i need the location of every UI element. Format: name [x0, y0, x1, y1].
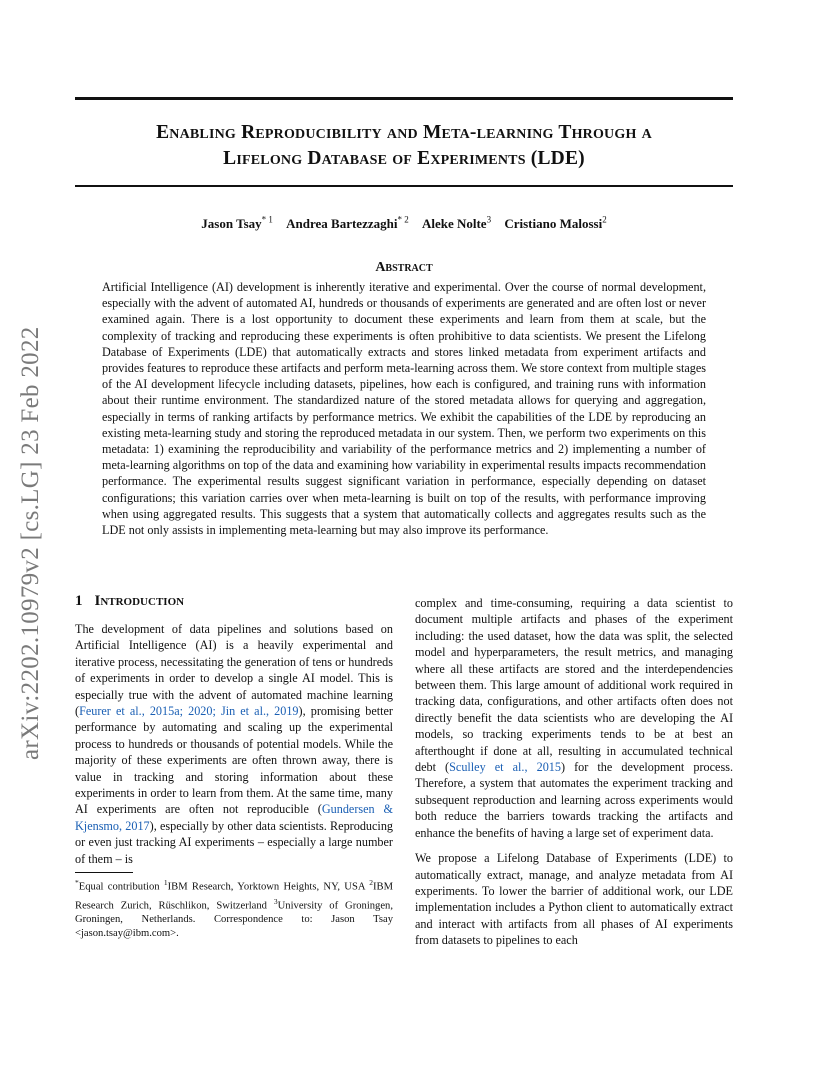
section-heading — [75, 593, 184, 610]
intro-paragraph-2: complex and time-consuming, requiring a data scientist to document multiple artifacts and phases of the experiment including: the used dataset, how the data was split, the selected model and hyperparameters, the result metrics, and managing where all these artifacts are stored and the interdependencies between them. This large amount of additional work required in tracking data, configurations, and other artifacts often does not directly benefit the data scientists who are developing the AI models, so tracking experiments tends to be at best an afterthought if done at all, resulting in accumulated technical debt (Sculley et al., 2015) for the development process. Therefore, a system that automates the experiment tracking and subsequent reproduction and learning across experiments would both reduce the barriers towards tracking the artifacts and enhance the benefits of having a large set of experiment data. — [415, 596, 733, 840]
section-title: Introduction — [94, 593, 185, 609]
intro-right-column — [415, 595, 733, 949]
citation-link[interactable]: Sculley et al., 2015 — [449, 760, 561, 775]
section-number: 1 — [75, 593, 83, 609]
arxiv-stamp: arXiv:2202.10979v2 [cs.LG] 23 Feb 2022 — [17, 326, 44, 760]
intro-left-column — [75, 621, 393, 867]
footnote-rule — [75, 872, 133, 873]
intro-paragraph-3: We propose a Lifelong Database of Experiments (LDE) to automatically extract, manage, and analyze metadata from AI experiments. To lower the barrier of additional work, our LDE implementation includes a Python client to automatically extract and interact with artifacts from all phases of AI experiments from datasets to pipelines to each — [415, 851, 733, 948]
citation-link[interactable]: Feurer et al., 2015a; 2020; Jin et al., 2019 — [79, 704, 299, 719]
title-line-2: Lifelong Database of Experiments (LDE) — [223, 148, 585, 169]
title-line-1: Enabling Reproducibility and Meta-learning Through a — [156, 122, 652, 143]
author-list — [75, 215, 733, 232]
footnote: *Equal contribution $^1$IBM Research, Yorktown Heights, NY, USA $^2$IBM Research Zurich, Rüschlikon, Switzerland $^3$University of Groningen, Groningen, Netherlands. Correspondence to: Jason Tsay <jason.tsay@ibm.com>. — [75, 878, 393, 940]
author: Jason Tsay$^{* 1}$ — [201, 215, 273, 232]
author: Aleke Nolte$^3$ — [421, 215, 492, 232]
citation-link[interactable]: Gundersen & Kjensmo, 2017 — [75, 802, 393, 833]
title-bottom-rule — [75, 185, 733, 187]
intro-paragraph-1: The development of data pipelines and solutions based on Artificial Intelligence (AI) is a heavily experimental and iterative process, necessitating the generation of tens or hundreds of experiments in order to develop a single AI model. This is especially true with the advent of automated machine learning (Feurer et al., 2015a; 2020; Jin et al., 2019), promising better performance by automating and scaling up the experimental process to hundreds or thousands of potential models. While the majority of these experiments are often thrown away, there is value in tracking and storing information about these experiments in order to learn from them. At the same time, many AI experiments are often not reproducible (Gundersen & Kjensmo, 2017), especially by other data scientists. Reproducing or even just tracking AI experiments – especially a large number of them – is — [75, 622, 394, 866]
paper-title — [75, 120, 733, 172]
abstract-heading: Abstract — [375, 260, 433, 275]
title-top-rule — [75, 97, 733, 100]
author: Andrea Bartezzaghi$^{* 2}$ — [286, 215, 409, 232]
abstract-text: Artificial Intelligence (AI) development is inherently iterative and experimental. Over the course of normal development, especially with the advent of automated AI, hundreds or thousands of experiments are generated and are often lost or never examined again. There is a lost opportunity to document these experiments and learn from them at scale, but the complexity of tracking and reproducing these experiments is often prohibitive to data scientists. We present the Lifelong Database of Experiments (LDE) that automatically extracts and stores linked metadata from experiment artifacts and provides features to reproduce these artifacts and perform meta-learning across them. We store context from multiple stages of the AI development lifecycle including datasets, pipelines, how each is configured, and training runs with information about their runtime environment. The standardized nature of the stored metadata allows for querying and aggregation, especially in terms of ranking artifacts by performance metrics. We exhibit the capabilities of the LDE by reproducing an existing meta-learning study and storing the reproduced metadata in our system. Then, we perform two experiments on this metadata: 1) examining the reproducibility and variability of the performance metrics and 2) implementing a number of meta-learning algorithms on top of the data and examining how variability in experimental results impacts recommendation performance. The experimental results suggest significant variation in performance, especially depending on dataset configurations; this variation carries over when meta-learning is built on top of the results, with performance improving when using aggregated results. This suggests that a system that automatically collects and aggregates results such as the LDE not only assists in implementing meta-learning but may also improve its performance. — [102, 280, 706, 538]
author: Cristiano Malossi$^2$ — [504, 215, 607, 232]
